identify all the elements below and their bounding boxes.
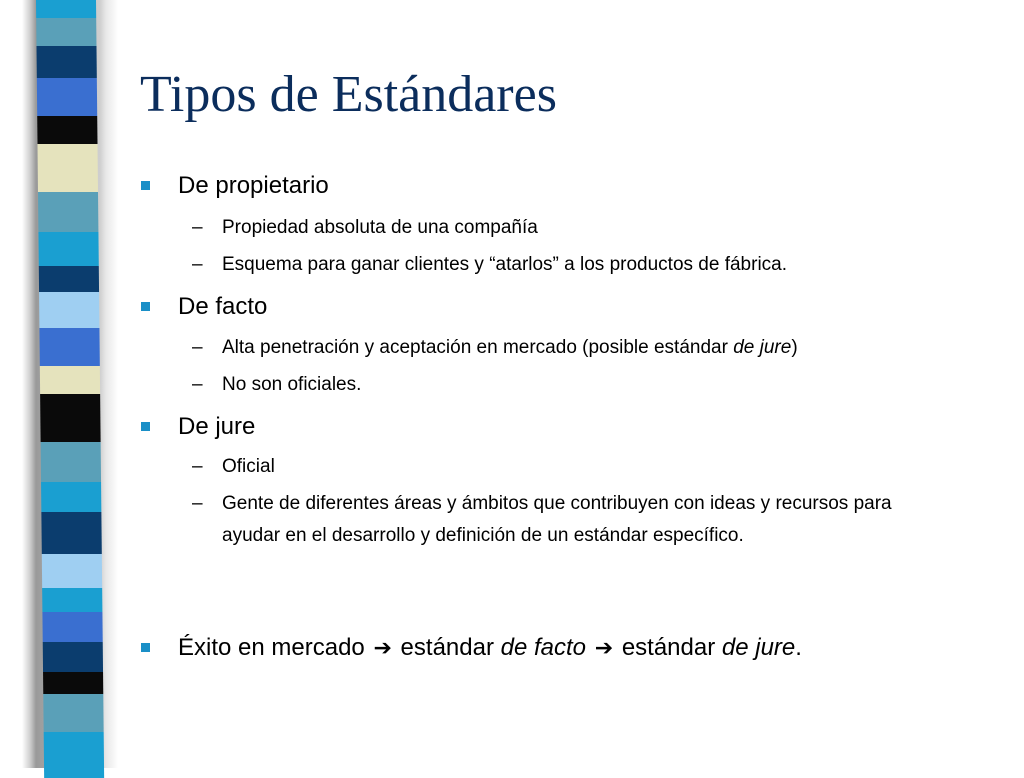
strip-segment xyxy=(44,732,104,778)
slide-title: Tipos de Estándares xyxy=(140,66,557,123)
strip-segment xyxy=(39,328,99,366)
strip-segment xyxy=(39,292,99,328)
sub-bullet-text-before: Alta penetración y aceptación en mercado (posible estándar xyxy=(222,337,734,358)
decorative-color-strip xyxy=(36,0,104,768)
right-arrow-icon: ➔ xyxy=(594,635,614,660)
dash-bullet-icon: – xyxy=(192,337,203,358)
bullet-de-facto xyxy=(178,293,267,321)
strip-segment xyxy=(36,18,96,46)
sub-bullet-text: Esquema para ganar clientes y “atarlos” a los productos de fábrica. xyxy=(222,254,788,275)
strip-segment xyxy=(36,0,96,18)
strip-segment xyxy=(37,78,97,116)
strip-segment xyxy=(39,266,99,292)
bullet-de-propietario xyxy=(178,172,329,200)
sub-bullet xyxy=(192,369,362,401)
dash-bullet-icon: – xyxy=(192,254,203,275)
strip-segment xyxy=(42,588,102,612)
strip-segment xyxy=(41,442,101,482)
sub-bullet xyxy=(192,332,798,364)
strip-segment xyxy=(43,694,103,732)
strip-segment xyxy=(38,232,98,266)
sub-bullet-text: Oficial xyxy=(222,456,275,477)
strip-segment xyxy=(38,192,98,232)
strip-segment xyxy=(42,612,102,642)
strip-segment xyxy=(41,482,101,512)
strip-segment xyxy=(43,642,103,672)
strip-segment xyxy=(38,144,99,192)
dash-bullet-icon: – xyxy=(192,374,203,395)
square-bullet-icon xyxy=(141,643,150,652)
square-bullet-icon xyxy=(141,422,150,431)
strip-segment xyxy=(41,512,101,554)
bullet-de-jure xyxy=(178,413,255,441)
strip-segment xyxy=(40,394,101,442)
strip-segment xyxy=(37,116,97,144)
strip-segment xyxy=(42,554,102,588)
bullet-heading: De facto xyxy=(178,293,268,320)
sub-bullet-text: No son oficiales. xyxy=(222,374,362,395)
square-bullet-icon xyxy=(141,302,150,311)
right-arrow-icon: ➔ xyxy=(373,635,392,660)
summary-text: estándar xyxy=(621,634,716,661)
summary-text-italic: de facto xyxy=(500,634,587,661)
sub-bullet xyxy=(192,451,275,483)
sub-bullet xyxy=(192,488,912,552)
sub-bullet xyxy=(192,249,788,281)
summary-text: Éxito en mercado xyxy=(178,634,365,661)
summary-text: estándar xyxy=(400,634,494,661)
square-bullet-icon xyxy=(141,181,150,190)
bullet-heading: De jure xyxy=(178,413,256,440)
dash-bullet-icon: – xyxy=(192,456,203,477)
strip-segment xyxy=(36,46,96,78)
summary-text-italic: de jure xyxy=(721,634,796,661)
sub-bullet-text: Propiedad absoluta de una compañía xyxy=(222,217,538,238)
sub-bullet-text: Gente de diferentes áreas y ámbitos que contribuyen con ideas y recursos para ayudar en el desarrollo y definición de un estándar específico. xyxy=(222,493,892,546)
summary-text-end: . xyxy=(795,634,802,661)
sub-bullet-text-italic: de jure xyxy=(733,337,792,358)
bullet-heading: De propietario xyxy=(178,172,329,199)
bullet-summary xyxy=(178,634,802,662)
dash-bullet-icon: – xyxy=(192,493,203,514)
sub-bullet-text-after: ) xyxy=(791,337,798,358)
strip-segment xyxy=(43,672,103,694)
sub-bullet xyxy=(192,212,538,244)
strip-segment xyxy=(40,366,100,394)
dash-bullet-icon: – xyxy=(192,217,203,238)
